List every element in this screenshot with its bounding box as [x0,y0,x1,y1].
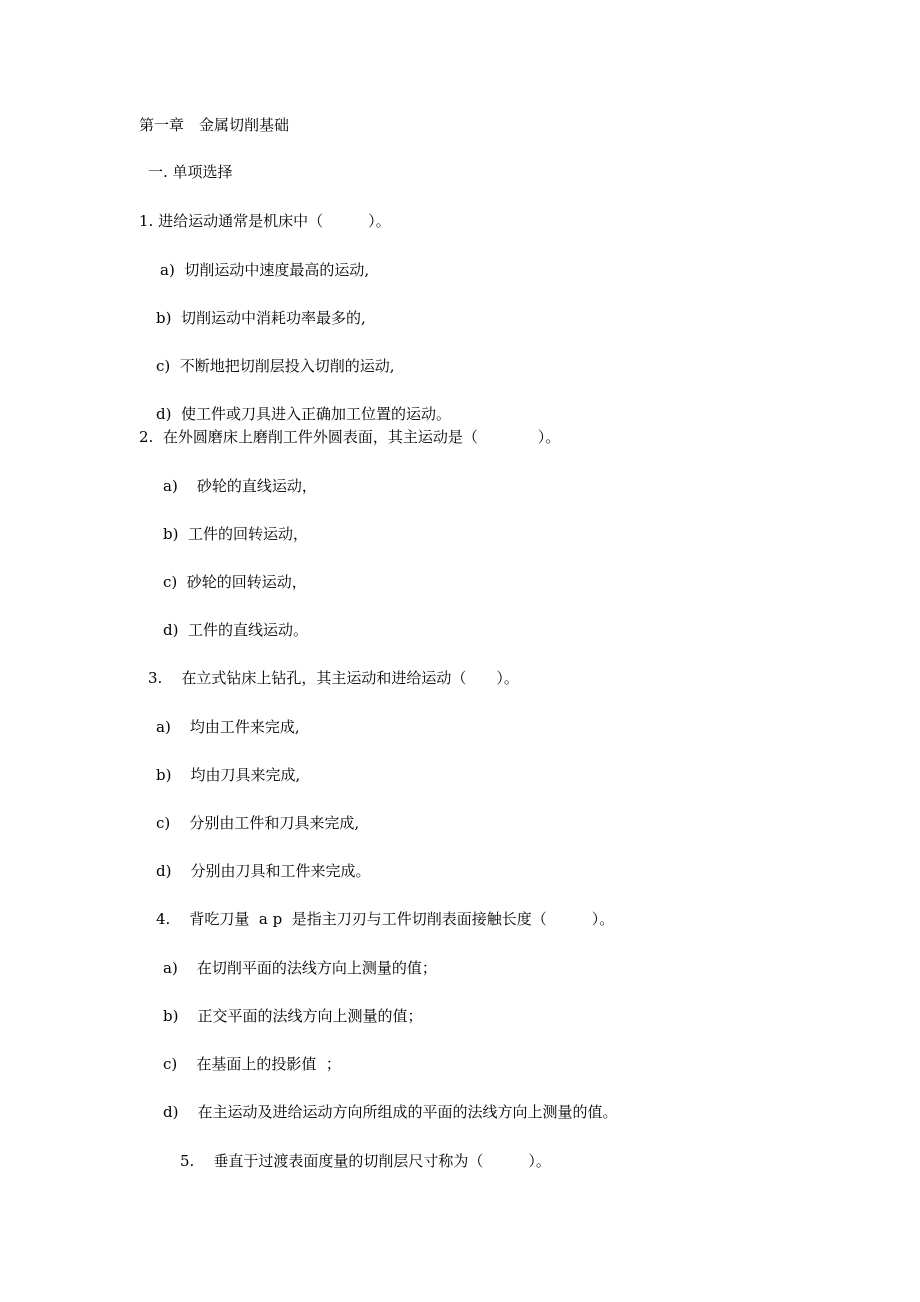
question-4-option-a: a) 在切削平面的法线方向上测量的值； [163,959,437,977]
question-1-option-d: d) 使工件或刀具进入正确加工位置的运动。 [156,405,451,423]
question-4-stem: 4. 背吃刀量 a p 是指主刀刃与工件切削表面接触长度（ ）。 [156,910,615,928]
question-2-stem: 2. 在外圆磨床上磨削工件外圆表面，其主运动是（ ）。 [139,428,561,446]
question-3-option-a: a) 均由工件来完成, [156,718,300,736]
question-3-option-b: b) 均由刀具来完成, [156,766,301,784]
question-2-option-b: b) 工件的回转运动， [163,525,308,543]
question-1-stem: 1. 进给运动通常是机床中（ ）。 [139,212,391,230]
question-1-option-c: c) 不断地把切削层投入切削的运动, [156,357,395,375]
chapter-title: 第一章 金属切削基础 [139,116,290,134]
question-2-option-d: d) 工件的直线运动。 [163,621,308,639]
question-1-option-a: a) 切削运动中速度最高的运动, [160,261,370,279]
question-2-option-c: c) 砂轮的回转运动， [163,573,307,591]
question-1-option-b: b) 切削运动中消耗功率最多的, [156,309,366,327]
question-2-option-a: a) 砂轮的直线运动， [163,477,317,495]
question-4-option-c: c) 在基面上的投影值 ； [163,1055,341,1073]
question-3-option-c: c) 分别由工件和刀具来完成, [156,814,360,832]
section-title: 一. 单项选择 [148,163,233,181]
question-5-stem: 5. 垂直于过渡表面度量的切削层尺寸称为（ ）。 [180,1152,551,1170]
question-3-stem: 3. 在立式钻床上钻孔，其主运动和进给运动（ ）。 [148,669,519,687]
question-4-option-b: b) 正交平面的法线方向上测量的值； [163,1007,423,1025]
question-3-option-d: d) 分别由刀具和工件来完成。 [156,862,371,880]
question-4-option-d: d) 在主运动及进给运动方向所组成的平面的法线方向上测量的值。 [163,1103,618,1121]
